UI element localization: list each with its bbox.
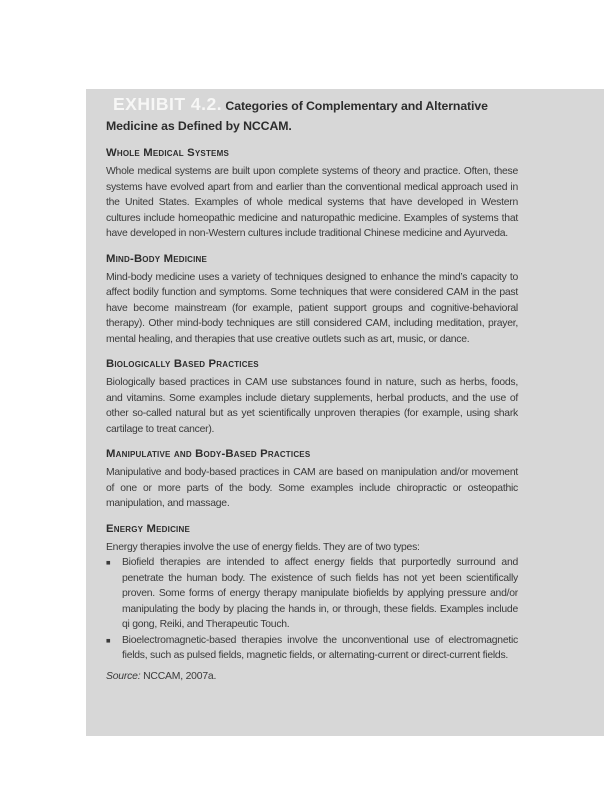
exhibit-heading (106, 95, 518, 136)
section-heading: Mind-Body Medicine (106, 252, 208, 265)
paragraph: Energy therapies involve the use of energy fields. They are of two types: (106, 541, 420, 553)
section-heading: Biologically Based Practices (106, 358, 259, 370)
section-biologically-based-practices (106, 358, 518, 437)
paragraph: Manipulative and body-based practices in CAM are based on manipulation and/or movement of one or more parts of the body. Some examples include chiropractic or osteopathic manipulation, and massage. (106, 467, 518, 509)
bullet-item (106, 555, 518, 633)
paragraph: Biologically based practices in CAM use substances found in nature, such as herbs, foods, and vitamins. Some examples include dietary supplements, herbal products, and the use of other so-called natural but as yet scientifically unproven therapies (for example, using shark cartilage to treat cancer). (106, 377, 518, 435)
bullet-item (106, 633, 518, 664)
exhibit-title-text: Categories of Complementary and Alternative Medicine as Defined by NCCAM. (106, 99, 488, 133)
paragraph: Mind-body medicine uses a variety of techniques designed to enhance the mind’s capacity to affect bodily function and symptoms. Some techniques that were considered CAM in the past have become mainstream (for example, patient support groups and cognitive-behavioral therapy). Other mind-body techniques are still considered CAM, including meditation, prayer, mental healing, and therapies that use creative outlets such as art, music, or dance. (106, 271, 518, 345)
source-text: NCCAM, 2007a. (140, 670, 217, 682)
bullet-square-icon: ■ (106, 635, 111, 645)
paragraph: Whole medical systems are built upon complete systems of theory and practice. Often, these systems have evolved apart from and earlier than the conventional medical approach used in the United States. Examples of whole medical systems that have developed in Western cultures include homeopathic medicine and naturopathic medicine. Examples of systems that have developed in non-Western cultures include traditional Chinese medicine and Ayurveda. (106, 166, 518, 239)
section-heading: Manipulative and Body-Based Practices (106, 448, 311, 460)
section-whole-medical-systems (106, 147, 518, 242)
source-label: Source: (106, 670, 141, 682)
source-line (106, 669, 518, 684)
bullet-text: Biofield therapies are intended to affect energy fields that purportedly surround and penetrate the human body. The existence of such fields has not yet been scientifically proven. Some forms of energy therapy manipulate biofields by applying pressure and/or manipulating the body by placing the hands in, or through, these fields. Examples include qi gong, Reiki, and Therapeutic Touch. (122, 557, 518, 630)
exhibit-box (86, 89, 604, 736)
section-manipulative-body-based (106, 448, 518, 512)
section-mind-body-medicine (106, 253, 518, 348)
bullet-text: Bioelectromagnetic-based therapies involve the unconventional use of electromagnetic fields, such as pulsed fields, magnetic fields, or alternating-current or direct-current fields. (122, 634, 518, 661)
bullet-list (106, 555, 518, 664)
section-heading: Whole Medical Systems (106, 147, 229, 159)
section-heading: Energy Medicine (106, 522, 190, 535)
exhibit-number-label: EXHIBIT 4.2. (113, 94, 223, 114)
bullet-square-icon: ■ (106, 558, 111, 567)
section-energy-medicine (106, 523, 518, 664)
